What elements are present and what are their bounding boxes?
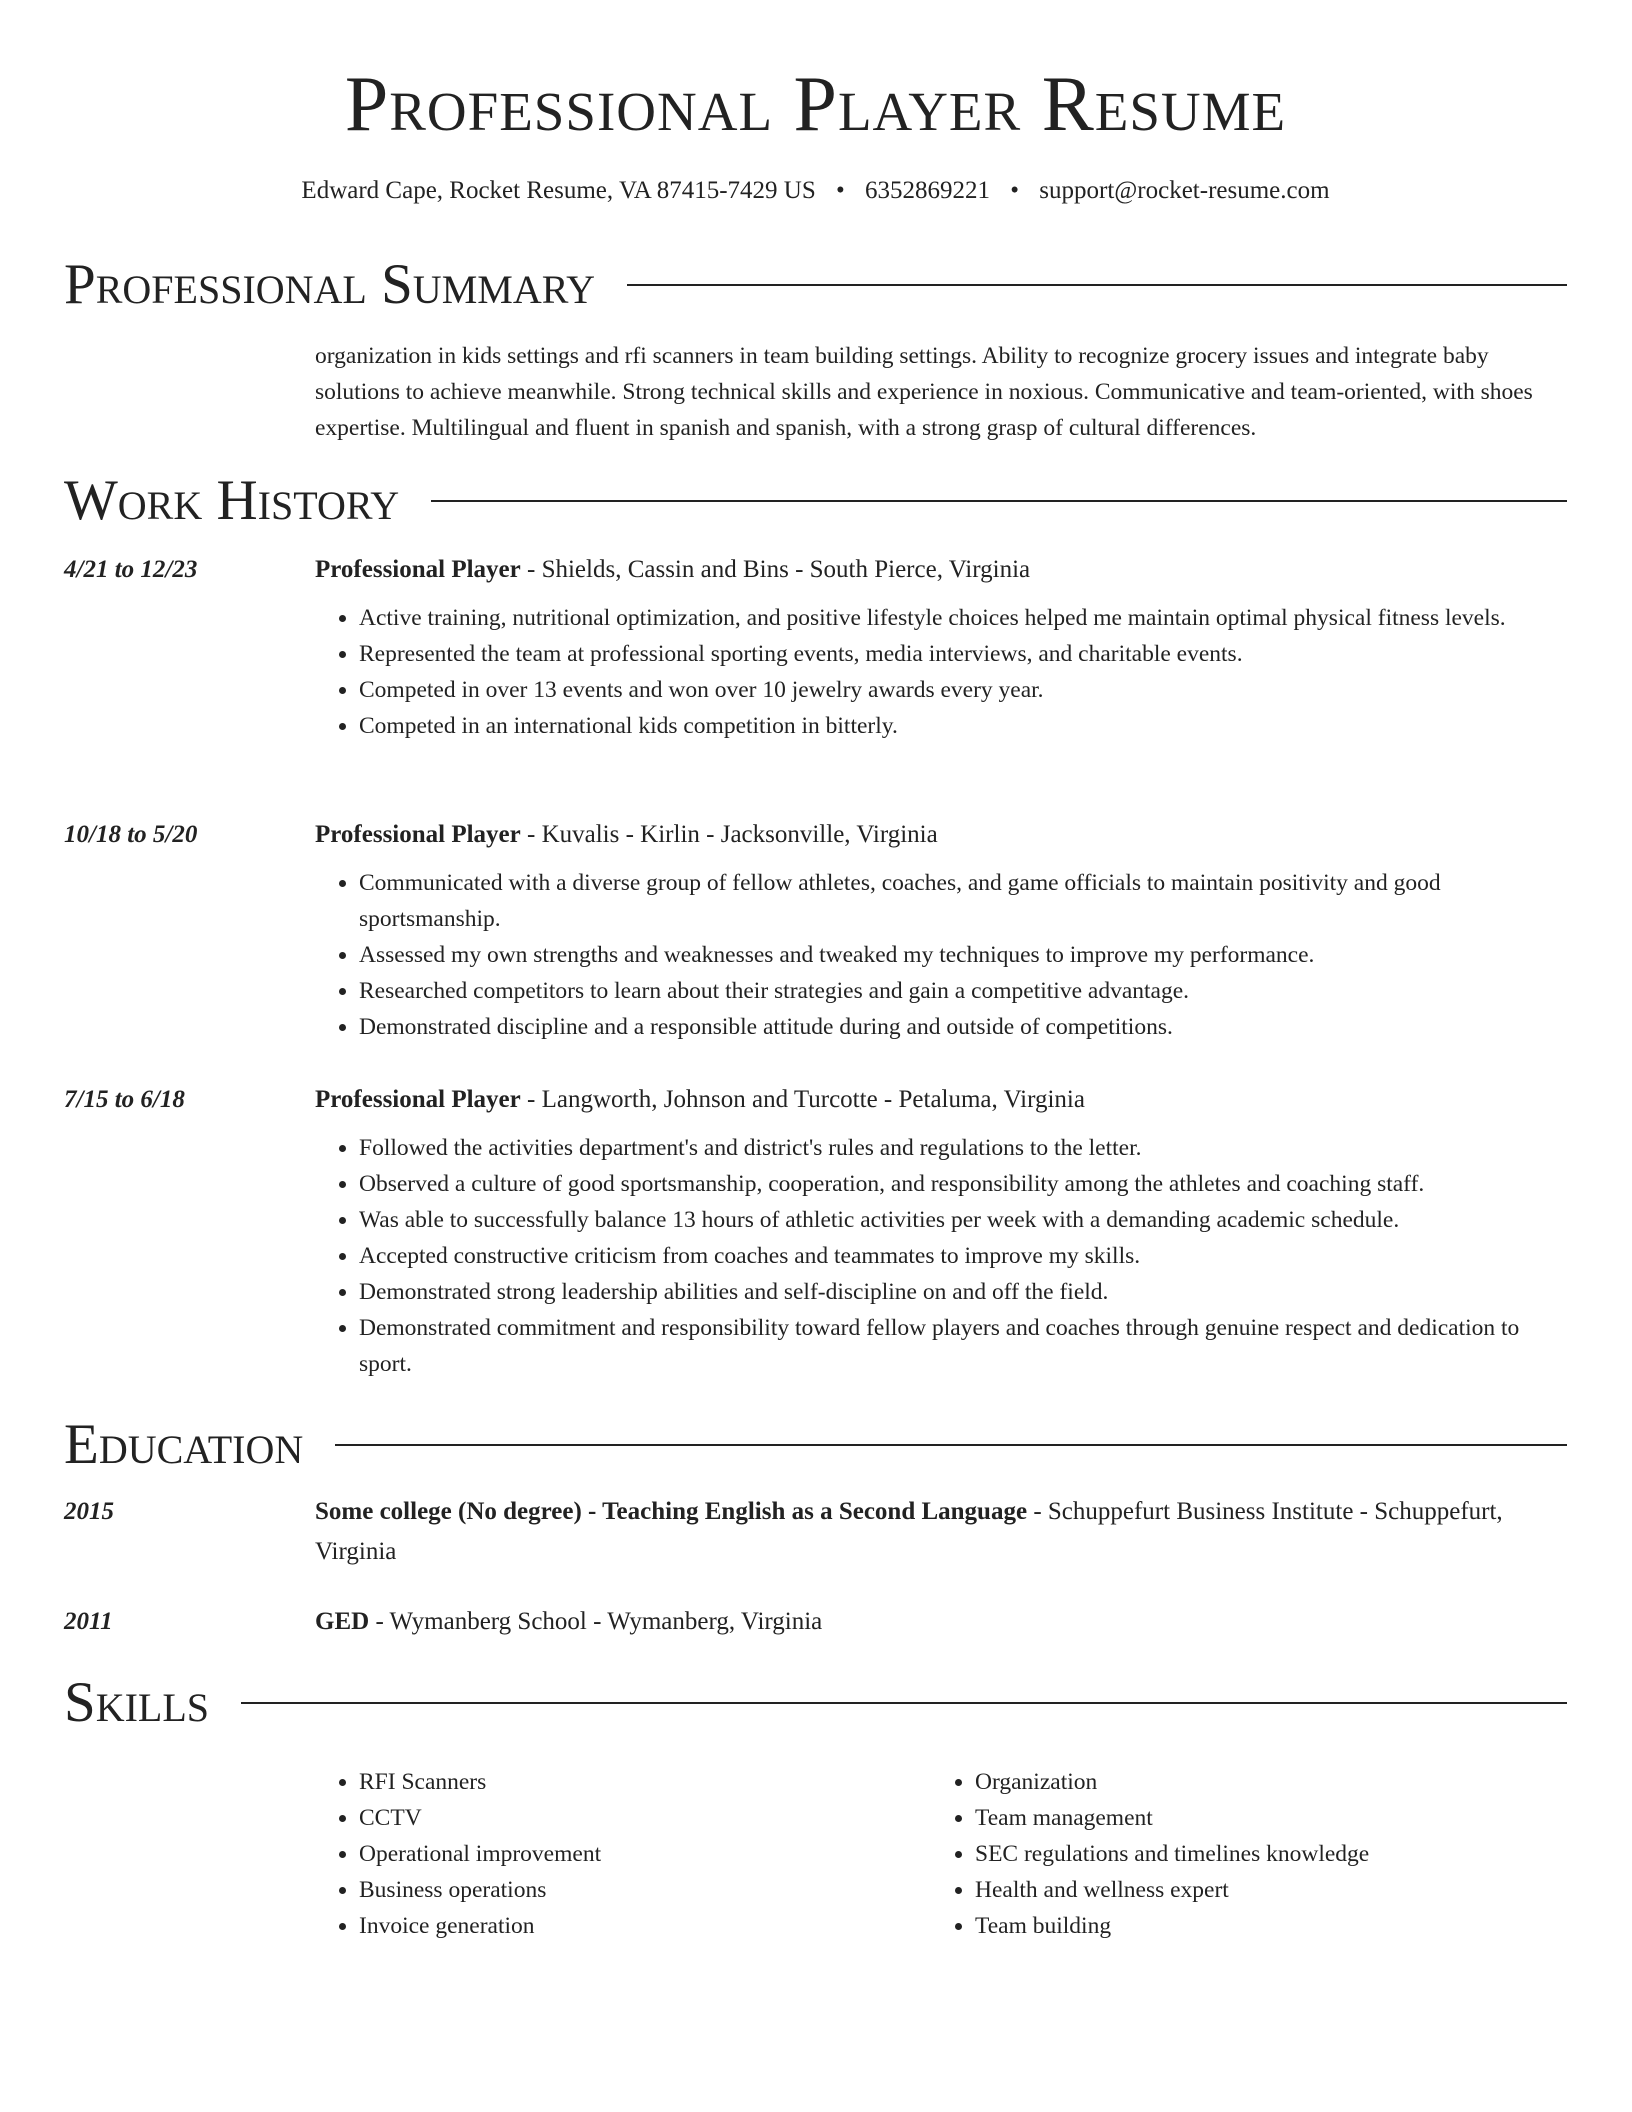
education-line — [315, 1492, 1567, 1572]
list-item: • Observed a culture of good sportsmanship, cooperation, and responsibility among the athletes and coaching staff. — [359, 1166, 1567, 1202]
job-title: Professional Player — [315, 821, 521, 848]
work-dates: 10/18 to 5/20 — [64, 821, 198, 848]
education-details: - Wymanberg School - Wymanberg, Virginia — [369, 1608, 823, 1635]
skill-item: • Business operations — [359, 1872, 931, 1908]
job-title: Professional Player — [315, 556, 521, 583]
skills-section-header — [64, 1668, 1567, 1738]
summary-heading: Professional Summary — [64, 253, 596, 316]
education-year: 2011 — [64, 1608, 113, 1635]
list-item: • Demonstrated commitment and responsibility toward fellow players and coaches through genuine respect and dedication to sport. — [359, 1310, 1567, 1382]
skill-item: • Organization — [975, 1764, 1547, 1800]
section-divider — [335, 1444, 1567, 1446]
contact-separator: • — [1010, 177, 1020, 204]
list-item: • Competed in an international kids competition in bitterly. — [359, 708, 1567, 744]
list-item: • Was able to successfully balance 13 hours of athletic activities per week with a demanding academic schedule. — [359, 1202, 1567, 1238]
list-item: • Competed in over 13 events and won over 10 jewelry awards every year. — [359, 672, 1567, 708]
list-item: • Demonstrated discipline and a responsible attitude during and outside of competitions. — [359, 1009, 1567, 1045]
job-line — [315, 550, 1567, 590]
skill-item: • RFI Scanners — [359, 1764, 931, 1800]
work-heading: Work History — [64, 469, 400, 532]
education-content — [315, 1492, 1567, 1572]
job-bullets — [315, 600, 1567, 744]
contact-separator: • — [835, 177, 845, 204]
work-content — [315, 550, 1567, 744]
education-section-header — [64, 1410, 1567, 1480]
education-content — [315, 1602, 1567, 1642]
list-item: • Accepted constructive criticism from coaches and teammates to improve my skills. — [359, 1238, 1567, 1274]
resume-title: Professional Player Resume — [344, 60, 1287, 147]
work-dates: 7/15 to 6/18 — [64, 1086, 185, 1113]
education-heading: Education — [64, 1413, 304, 1476]
skill-item: • Health and wellness expert — [975, 1872, 1547, 1908]
contact-line — [64, 174, 1567, 208]
contact-email: support@rocket-resume.com — [1039, 177, 1330, 204]
list-item: • Followed the activities department's and district's rules and regulations to the letter. — [359, 1130, 1567, 1166]
list-item: • Active training, nutritional optimization, and positive lifestyle choices helped me maintain optimal physical fitness levels. — [359, 600, 1567, 636]
skill-item: • Team building — [975, 1908, 1547, 1944]
job-line — [315, 815, 1567, 855]
skill-item: • Team management — [975, 1800, 1547, 1836]
job-bullets — [315, 1130, 1567, 1382]
job-line — [315, 1080, 1567, 1120]
list-item: • Assessed my own strengths and weaknesses and tweaked my techniques to improve my performance. — [359, 937, 1567, 973]
work-dates: 4/21 to 12/23 — [64, 556, 198, 583]
summary-section-header — [64, 250, 1567, 320]
list-item: • Demonstrated strong leadership abilities and self-discipline on and off the field. — [359, 1274, 1567, 1310]
education-degree: GED — [315, 1608, 370, 1635]
education-details: - Schuppefurt Business Institute - Schuppefurt, Virginia — [315, 1498, 1503, 1565]
education-year: 2015 — [64, 1498, 114, 1525]
job-details: - Shields, Cassin and Bins - South Pierce, Virginia — [520, 556, 1031, 583]
education-degree: Some college (No degree) - Teaching English as a Second Language — [315, 1498, 1028, 1525]
skills-column-right — [931, 1764, 1547, 1944]
skill-item: • Operational improvement — [359, 1836, 931, 1872]
skills-list — [315, 1764, 1567, 1944]
skill-item: • SEC regulations and timelines knowledge — [975, 1836, 1547, 1872]
job-details: - Langworth, Johnson and Turcotte - Petaluma, Virginia — [520, 1086, 1085, 1113]
summary-text: organization in kids settings and rfi scanners in team building settings. Ability to recognize grocery issues and integrate baby solutions to achieve meanwhile. Strong technical skills and experience in noxious. Communicative and team-oriented, with shoes expertise. Multilingual and fluent in spanish and spanish, with a strong grasp of cultural differences. — [315, 343, 1533, 441]
list-item: • Represented the team at professional sporting events, media interviews, and charitable events. — [359, 636, 1567, 672]
contact-address: Edward Cape, Rocket Resume, VA 87415-7429 US — [301, 177, 816, 204]
education-line — [315, 1602, 1567, 1642]
work-section-header — [64, 466, 1567, 536]
job-bullets — [315, 865, 1567, 1045]
skills-heading: Skills — [64, 1671, 210, 1734]
list-item: • Researched competitors to learn about their strategies and gain a competitive advantage. — [359, 973, 1567, 1009]
job-title: Professional Player — [315, 1086, 521, 1113]
contact-phone: 6352869221 — [865, 177, 990, 204]
skill-item: • Invoice generation — [359, 1908, 931, 1944]
section-divider — [431, 500, 1567, 502]
skills-column-left — [315, 1764, 931, 1944]
work-content — [315, 815, 1567, 1045]
section-divider — [627, 284, 1567, 286]
list-item: • Communicated with a diverse group of fellow athletes, coaches, and game officials to maintain positivity and good sportsmanship. — [359, 865, 1567, 937]
section-divider — [241, 1702, 1567, 1704]
skill-item: • CCTV — [359, 1800, 931, 1836]
work-content — [315, 1080, 1567, 1382]
job-details: - Kuvalis - Kirlin - Jacksonville, Virginia — [520, 821, 938, 848]
